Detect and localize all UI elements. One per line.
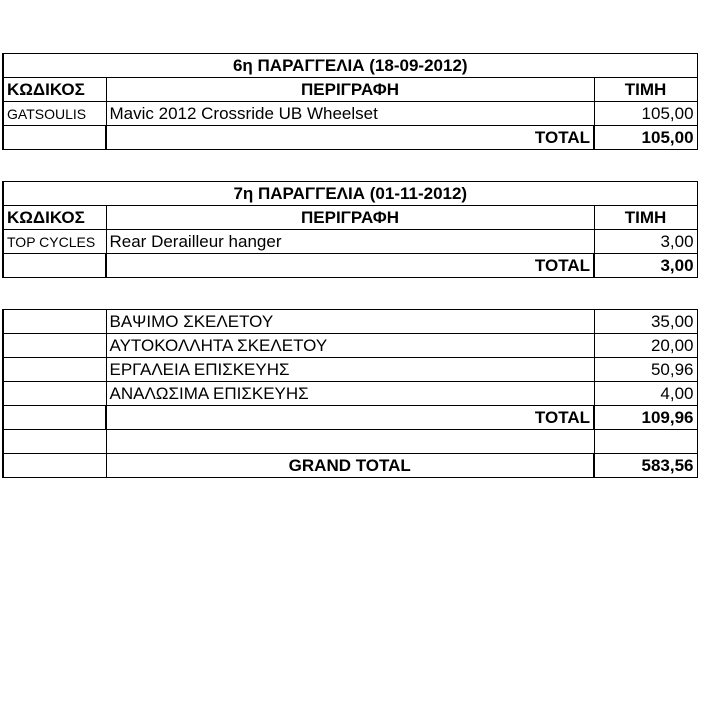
item-price: 35,00 xyxy=(594,310,697,334)
grand-total-row xyxy=(3,454,697,478)
grand-total-value: 583,56 xyxy=(594,454,697,478)
code-header: ΚΩΔΙΚΟΣ xyxy=(3,78,106,102)
empty-cell xyxy=(594,430,697,454)
item-description: Rear Derailleur hanger xyxy=(106,230,594,254)
total-value: 109,96 xyxy=(594,406,697,430)
total-label: TOTAL xyxy=(106,406,594,430)
item-description: ΒΑΨΙΜΟ ΣΚΕΛΕΤΟΥ xyxy=(106,310,594,334)
empty-cell xyxy=(106,430,594,454)
total-value: 3,00 xyxy=(594,254,697,278)
description-header: ΠΕΡΙΓΡΑΦΗ xyxy=(106,78,594,102)
total-label: TOTAL xyxy=(106,126,594,150)
order-6-table xyxy=(2,53,698,150)
empty-cell xyxy=(3,382,106,406)
table-row xyxy=(3,358,697,382)
description-header: ΠΕΡΙΓΡΑΦΗ xyxy=(106,206,594,230)
price-header: ΤΙΜΗ xyxy=(594,206,697,230)
expenses-total-row xyxy=(3,406,697,430)
grand-total-label: GRAND TOTAL xyxy=(106,454,594,478)
empty-cell xyxy=(3,254,106,278)
empty-cell xyxy=(3,406,106,430)
empty-cell xyxy=(3,454,106,478)
item-description: ΑΥΤΟΚΟΛΛΗΤΑ ΣΚΕΛΕΤΟΥ xyxy=(106,334,594,358)
item-description: ΕΡΓΑΛΕΙΑ ΕΠΙΣΚΕΥΗΣ xyxy=(106,358,594,382)
order-7-title: 7η ΠΑΡΑΓΓΕΛΙΑ (01-11-2012) xyxy=(3,182,697,206)
table-row xyxy=(3,310,697,334)
spacer-row xyxy=(3,430,697,454)
item-price: 105,00 xyxy=(594,102,697,126)
order-6-title-row xyxy=(3,54,697,78)
empty-cell xyxy=(3,310,106,334)
item-price: 20,00 xyxy=(594,334,697,358)
order-7-total-row xyxy=(3,254,697,278)
item-description: Mavic 2012 Crossride UB Wheelset xyxy=(106,102,594,126)
table-row xyxy=(3,102,697,126)
empty-cell xyxy=(3,358,106,382)
order-6-total-row xyxy=(3,126,697,150)
total-value: 105,00 xyxy=(594,126,697,150)
item-price: 50,96 xyxy=(594,358,697,382)
empty-cell xyxy=(3,126,106,150)
code-header: ΚΩΔΙΚΟΣ xyxy=(3,206,106,230)
order-6-header-row xyxy=(3,78,697,102)
expenses-table xyxy=(2,309,698,478)
price-header: ΤΙΜΗ xyxy=(594,78,697,102)
order-7-title-row xyxy=(3,182,697,206)
empty-cell xyxy=(3,334,106,358)
table-row xyxy=(3,382,697,406)
order-7-header-row xyxy=(3,206,697,230)
item-code: GATSOULIS xyxy=(3,102,106,126)
table-row xyxy=(3,230,697,254)
empty-cell xyxy=(3,430,106,454)
total-label: TOTAL xyxy=(106,254,594,278)
item-code: TOP CYCLES xyxy=(3,230,106,254)
item-price: 3,00 xyxy=(594,230,697,254)
order-7-table xyxy=(2,181,698,278)
item-price: 4,00 xyxy=(594,382,697,406)
item-description: ΑΝΑΛΩΣΙΜΑ ΕΠΙΣΚΕΥΗΣ xyxy=(106,382,594,406)
table-row xyxy=(3,334,697,358)
order-6-title: 6η ΠΑΡΑΓΓΕΛΙΑ (18-09-2012) xyxy=(3,54,697,78)
